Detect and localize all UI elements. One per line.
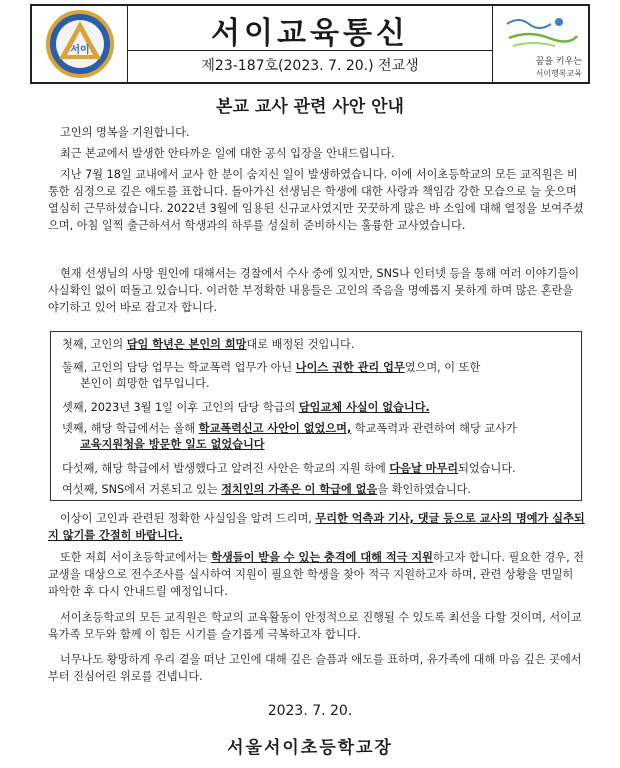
fact-text: 학교폭력과 관련하여 해당 교사가 [351,422,517,435]
logo-text: 서이 [69,45,90,56]
paragraph-sympathy: 너무나도 황망하게 우리 곁을 떠난 고인에 대해 깊은 슬픔과 애도를 표하며, 유가족에 대해 마음 깊은 곳에서부터 진심어린 위로를 건넵니다. [48,653,582,683]
slogan-art-icon [499,12,581,52]
fact-emphasis: 다음날 마무리 [389,462,459,475]
fact-emphasis: 담임 학년은 본인의 희망 [126,338,247,351]
document-title: 본교 교사 관련 사안 안내 [216,97,404,117]
newsletter-title: 서이교육통신 [211,16,409,51]
paragraph-rumors: 현재 선생님의 사망 원인에 대해서는 경찰에서 수사 중에 있지만, SNS나 인터넷 등을 통해 여러 이야기들이 사실확인 없이 떠돌고 있습니다. 이러한 부정확한 내용들은 고인의 죽음을 명예롭지 못하게 하며 많은 혼란을 야기하고 있어 바로 잡고자 합니다. [48,267,580,314]
title-area [127,6,493,82]
school-emblem-icon [45,9,115,79]
issue-number: 제23-187호(2023. 7. 20.) 전교생 [127,50,493,83]
fact-emphasis: 나이스 권한 관리 업무 [295,361,405,374]
fact-item [62,337,577,353]
fact-item [62,421,577,453]
closing-text: 하고자 합니다. 필요한 경우, 전교생을 대상으로 전수조사를 실시하여 지원이 필요한 학생을 찾아 적극 지원하고자 하며, 관련 상황을 면밀히 파악한 후 다시 안내드릴 예정입니다. [48,551,584,598]
paragraph-commitment: 서이초등학교의 모든 교직원은 학교의 교육활동이 안정적으로 진행될 수 있도록 최선을 다할 것이며, 서이교육가족 모두와 함께 이 힘든 시기를 슬기롭게 극복하고자 합니다. [48,611,582,641]
fact-text: 다섯째, 해당 학급에서 발생했다고 알려진 사안은 학교의 지원 하에 [62,462,390,475]
slogan-text: 꿈을 키우는 [535,57,582,67]
fact-text: 였으며, 이 또한 [404,361,481,374]
closing-text: 또한 저희 서이초등학교에서는 [60,551,212,564]
fact-item [62,482,577,498]
fact-text: 여섯째, SNS에서 거론되고 있는 [62,483,222,496]
fact-item [62,360,577,392]
fact-emphasis: 교육지원청을 방문한 일도 없었습니다 [80,438,265,451]
newsletter-header [30,4,590,84]
slogan-box [492,6,588,82]
paragraph-support [48,549,586,600]
fact-text: 되었습니다. [458,462,516,475]
closing-text: 이상이 고인과 관련된 정확한 사실임을 알려 드리며, [60,512,316,525]
closing-emphasis: 무리한 억측과 기사, 댓글 등으로 교사의 명예가 실추되지 않기를 간절히 바랍니다. [48,512,585,542]
school-logo [32,6,128,82]
paragraph-incident: 지난 7월 18일 교내에서 교사 한 분이 숨지신 일이 발생하였습니다. 이에 서이초등학교의 모든 교직원은 비통한 심정으로 깊은 애도를 표합니다. 돌아가신 선생님은 학생에 대한 사랑과 책임감 강한 모습으로 늘 웃으며 열심히 근무하셨습니다. 2022년 3월에 임용된 신규교사였지만 꿋꿋하게 많은 바 소임에 대해 열정을 보여주셨으며, 아침 일찍 출근하셔서 학생과의 하루를 성실히 준비하시는 훌륭한 교사였습니다. [48,168,584,232]
fact-text: 본인이 희망한 업무입니다. [80,377,210,390]
issue-date: 2023. 7. 20. [267,703,353,719]
paragraph-intro: 최근 본교에서 발생한 안타까운 일에 대한 공식 입장을 안내드립니다. [60,147,395,160]
closing-emphasis: 학생들이 받을 수 있는 충격에 대해 적극 지원 [211,551,433,564]
fact-text: 대로 배정된 것입니다. [246,338,355,351]
fact-text: 첫째, 고인의 [62,338,127,351]
fact-emphasis: 담임교체 사실이 없습니다. [298,401,430,414]
signer-name: 서울서이초등학교장 [227,738,393,758]
fact-text: 둘째, 고인의 담당 업무는 학교폭력 업무가 아닌 [62,361,296,374]
fact-text: 셋째, 2023년 3월 1일 이후 고인의 담당 학급의 [62,401,299,414]
paragraph-request [48,510,586,544]
fact-emphasis: 학교폭력신고 사안이 없었으며, [198,422,352,435]
fact-item [62,400,577,416]
fact-text: 을 확인하였습니다. [377,483,471,496]
paragraph-condolence: 고인의 명복을 기원합니다. [60,126,190,139]
fact-text: 넷째, 해당 학급에서는 올해 [62,422,199,435]
slogan-school: 서이행복교육 [535,69,582,78]
fact-item [62,461,577,477]
fact-emphasis: 정치인의 가족은 이 학급에 없음 [221,483,378,496]
